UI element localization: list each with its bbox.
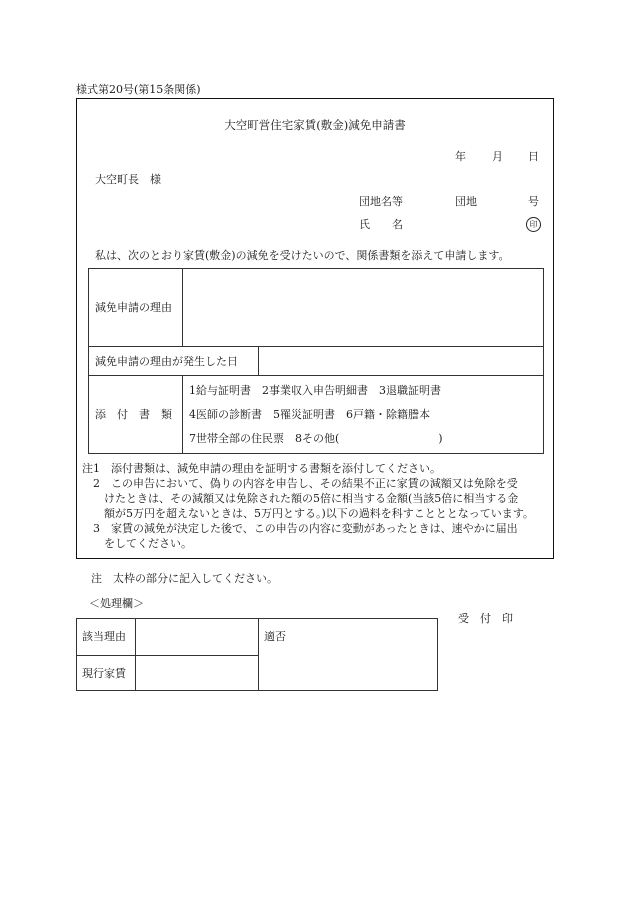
note-line: をしてください。 — [82, 537, 192, 550]
reason-label: 減免申請の理由 — [95, 301, 172, 314]
table-divider — [76, 655, 258, 656]
attachment-line: 4医師の診断書 5罹災証明書 6戸籍・除籍謄本 — [189, 408, 430, 421]
applicable-reason-label: 該当理由 — [82, 630, 126, 643]
approval-label: 適否 — [264, 630, 286, 643]
attachment-line: 7世帯全部の住民票 8その他( ) — [189, 432, 443, 445]
note-line: けたときは、その減額又は免除された額の5倍に相当する金額(当該5倍に相当する金 — [82, 492, 519, 505]
complex-suffix: 団地 — [455, 195, 477, 208]
date-day-label: 日 — [528, 150, 539, 163]
applicant-name-label: 氏 名 — [359, 218, 403, 231]
seal-mark-icon — [526, 217, 541, 232]
attachment-line: 1給与証明書 2事業収入申告明細書 3退職証明書 — [189, 384, 441, 397]
attachments-label: 添 付 書 類 — [95, 408, 172, 421]
table-divider — [182, 375, 183, 454]
note-line: 額が5万円を超えないときは、5万円とする。)以下の過料を科すことととなっています。 — [82, 507, 534, 520]
form-number: 様式第20号(第15条関係) — [76, 83, 201, 96]
processing-header: ＜処理欄＞ — [89, 597, 144, 610]
table-divider — [258, 618, 259, 691]
receipt-stamp-label: 受 付 印 — [458, 612, 513, 625]
table-divider — [88, 346, 544, 347]
seal-text: 印 — [526, 217, 541, 232]
form-title: 大空町営住宅家賃(敷金)減免申請書 — [224, 118, 406, 132]
date-year-label: 年 — [455, 150, 466, 163]
complex-name-label: 団地名等 — [359, 195, 403, 208]
current-rent-label: 現行家賃 — [82, 667, 126, 680]
date-month-label: 月 — [492, 150, 503, 163]
application-statement: 私は、次のとおり家賃(敷金)の減免を受けたいので、関係書類を添えて申請します。 — [95, 249, 510, 262]
addressee: 大空町長 様 — [95, 173, 161, 186]
table-divider — [135, 618, 136, 691]
note-line: 2 この申告において、偽りの内容を申告し、その結果不正に家賃の減額又は免除を受 — [82, 477, 518, 490]
occurrence-date-label: 減免申請の理由が発生した日 — [95, 355, 238, 368]
table-divider — [258, 346, 259, 375]
note-line: 3 家賃の減免が決定した後で、この申告の内容に変動があったときは、速やかに届出 — [82, 522, 518, 535]
bold-frame-note: 注 太枠の部分に記入してください。 — [91, 572, 278, 585]
table-divider — [88, 375, 544, 376]
table-divider — [182, 268, 183, 346]
note-line: 注1 添付書類は、減免申請の理由を証明する書類を添付してください。 — [82, 462, 441, 475]
unit-suffix: 号 — [528, 195, 539, 208]
